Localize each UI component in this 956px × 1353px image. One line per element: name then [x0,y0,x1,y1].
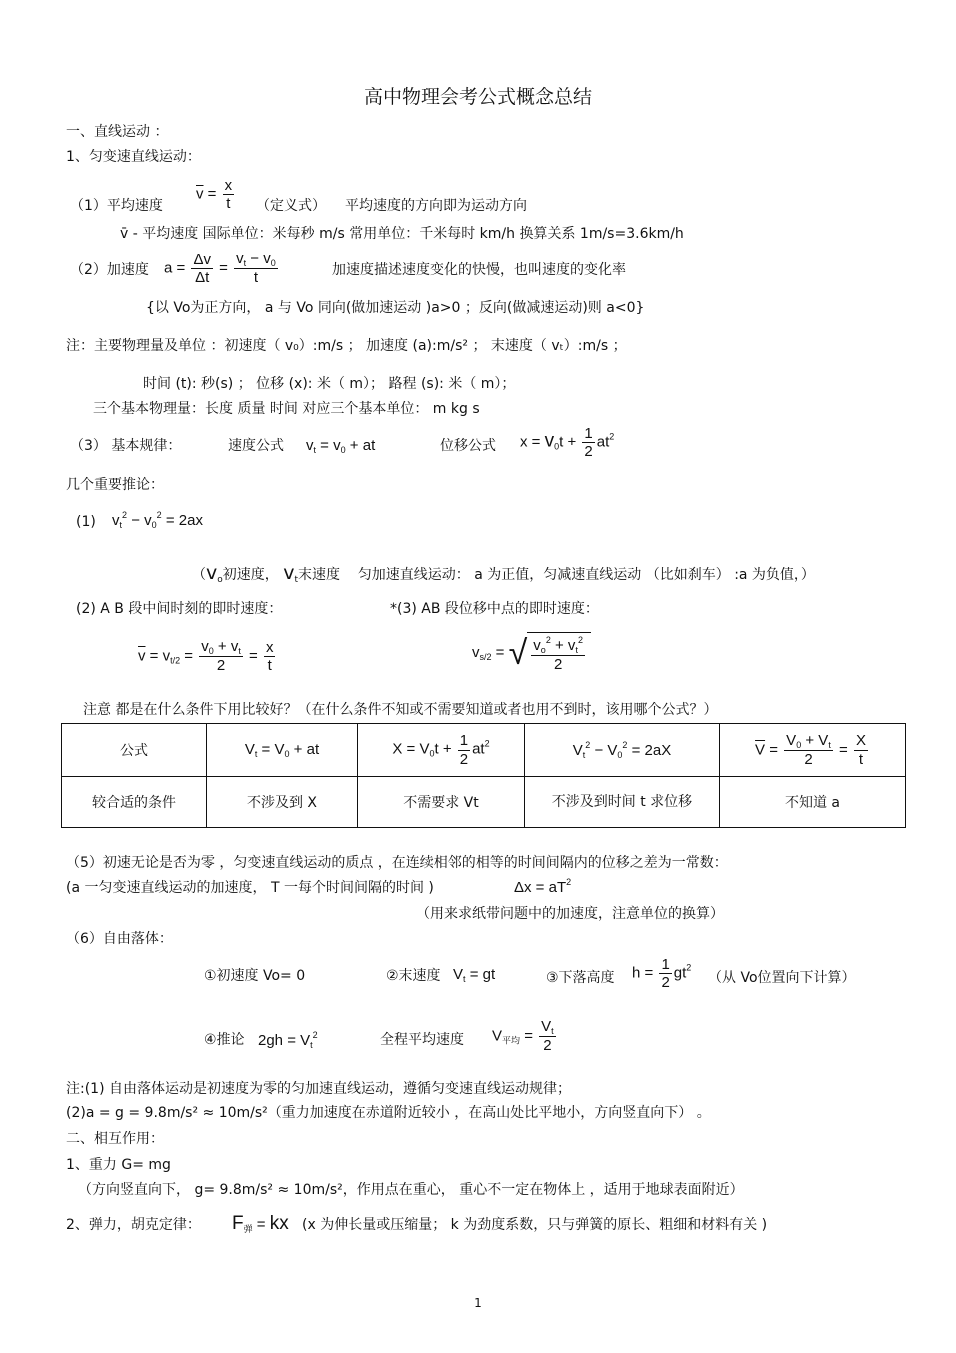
inference-1-formula: $v_t^2 - v_0^2 = 2ax$ [112,510,203,530]
elastic-force-note: (x 为伸长量或压缩量； k 为劲度系数，只与弹簧的原长、粗细和材料有关 ) [302,1217,768,1233]
delta-x-formula: $\Delta x = aT^2$ [514,877,572,896]
table-row [62,777,906,828]
table-header-formula: 公式 [62,724,207,777]
velocity-unit-line: v̄ - 平均速度 国际单位：米每秒 m/s 常用单位：千米每时 km/h 换算关系 1m/s=3.6km/h [120,226,684,242]
free-fall-final-velocity-label: ②末速度 [386,968,441,984]
acceleration-note: 加速度描述速度变化的快慢，也叫速度的变化率 [332,262,626,278]
gravity-note: （方向竖直向下， g= 9.8m/s² ≈ 10m/s²，作用点在重心， 重心不一定在物体上 ，适用于地球表面附近） [78,1182,744,1198]
basic-law-label: （3） 基本规律： [70,438,182,454]
speed-formula-label: 速度公式 [228,438,284,454]
table-header-condition: 较合适的条件 [62,777,207,828]
formula-comparison-table [61,723,906,828]
table-condition-3: 不涉及到时间 t 求位移 [525,777,720,828]
avg-velocity-formula: $\overline{v}$ = $\frac{x}{t}$ [196,177,233,213]
free-fall-height-note: （从 Vo位置向下计算） [708,970,856,986]
avg-velocity-label: （1）平均速度 [70,198,163,214]
table-formula-4: $\overline{V}$ = $\frac{V_0 + V_t}{2}$ = $\frac{X}{t}$ [720,724,906,777]
avg-velocity-note2: 平均速度的方向即为运动方向 [345,198,527,214]
table-formula-1: $V_t = V_0$ + at [207,724,358,777]
mid-time-velocity-formula: $\overline{v} = v_{t/2}$ = $\frac{v_0 + v_t}{2}$ = $\frac{x}{t}$ [138,638,274,675]
table-condition-2: 不需要求 Vt [358,777,525,828]
subsection-uniform-accel: 1、匀变速直线运动： [66,149,201,165]
free-fall-heading: （6）自由落体： [66,931,173,947]
quantities-line-3: 三个基本物理量：长度 质量 时间 对应三个基本单位： m kg s [93,401,480,417]
accel-sign-text: 匀加速直线运动： a 为正值，匀减速直线运动 （比如刹车） :a 为负值，） [357,567,815,583]
table-row [62,724,906,777]
free-fall-note1: 注:(1) 自由落体运动是初速度为零的匀加速直线运动，遵循匀变速直线运动规律； [66,1081,571,1097]
displacement-formula-label: 位移公式 [440,438,496,454]
hooke-law-formula: $F_弹$ = kx [232,1213,289,1234]
free-fall-avg-label: 全程平均速度 [380,1032,464,1048]
table-condition-1: 不涉及到 X [207,777,358,828]
quantities-line-1: 注：主要物理量及单位 ：初速度（ v₀）:m/s ； 加速度 (a):m/s² ； 末速度（ vₜ）:m/s ； [66,338,627,354]
initial-velocity-text: 初速度， [222,567,279,583]
free-fall-final-velocity-formula: $V_t$ = gt [453,966,496,984]
free-fall-note2: (2)a = g = 9.8m/s² ≈ 10m/s²（重力加速度在赤道附近较小 ，在高山处比平地小，方向竖直向下） 。 [66,1105,711,1121]
free-fall-initial-velocity: ①初速度 Vo= 0 [204,968,306,984]
gravity-line: 1、重力 G= mg [66,1157,171,1173]
displacement-formula: $x = v_0t$ + $\frac{1}{2}$ $at^2$ [520,425,615,461]
table-condition-4: 不知道 a [720,777,906,828]
speed-formula: $v_t = v_0$ + at [306,437,376,455]
section5-line3: （用来求纸带问题中的加速度，注意单位的换算） [416,906,724,922]
section-heading-linear-motion: 一、直线运动 ： [66,124,169,140]
section5-line2: (a 一匀变速直线运动的加速度， T 一每个时间间隔的时间 ) [66,880,434,896]
condition-note: 注意 都是在什么条件下用比较好？（在什么条件不知或不需要知道或者也用不到时，该用哪个公式？） [83,702,718,718]
page-title: 高中物理会考公式概念总结 [363,86,592,108]
free-fall-inference-formula: $2gh = V_t^2$ [258,1030,318,1050]
section5-line1: （5）初速无论是否为零 ，匀变速直线运动的质点 ，在连续相邻的相等的时间间隔内的位移之差为一常数： [66,855,728,871]
elastic-force-label: 2、弹力，胡克定律： [66,1217,201,1233]
quantities-line-2: 时间 (t): 秒(s) ； 位移 (x): 米（ m）； 路程 (s): 米（ m）； [143,376,516,392]
table-formula-2: $X = V_0t$ + $\frac{1}{2}$ $at^2$ [358,724,525,777]
final-velocity-text: 末速度 [298,567,340,583]
free-fall-height-label: ③下落高度 [546,970,615,986]
acceleration-label: （2）加速度 [70,262,149,278]
inference-1-note: （$v_o$初速度， $v_t$末速度 匀加速直线运动： a 为正值，匀减速直线运动 （比如刹车） :a 为负值，） [192,562,815,585]
inference-1-label: (1) [76,514,96,530]
acceleration-formula: a = $\frac{\Delta v}{\Delta t}$ = $\frac{v_t - v_0}{t}$ [164,250,276,287]
free-fall-height-formula: h = $\frac{1}{2}$ $gt^2$ [632,956,692,992]
inferences-heading: 几个重要推论： [66,477,164,493]
section-heading-interaction: 二、相互作用： [66,1131,164,1147]
free-fall-inference-label: ④推论 [204,1032,245,1048]
table-formula-3: $V_t^2 - V_0^2 = 2aX$ [525,724,720,777]
mid-position-velocity-formula: $v_{s/2}$ = √ $\frac{v_o^2 + v_t^2}{2}$ [472,632,591,674]
avg-velocity-note1: （定义式） [256,198,326,214]
inference-3-label: *(3) AB 段位移中点的即时速度： [390,601,599,617]
acceleration-sign-rule: {以 Vo为正方向， a 与 Vo 同向(做加速运动 )a>0 ；反向(做减速运动)则 a<0} [146,300,645,316]
page-number: 1 [474,1296,482,1310]
inference-2-label: (2) A B 段中间时刻的即时速度： [76,601,283,617]
free-fall-avg-formula: $V_{平均}$ = $\frac{V_t}{2}$ [492,1018,554,1055]
